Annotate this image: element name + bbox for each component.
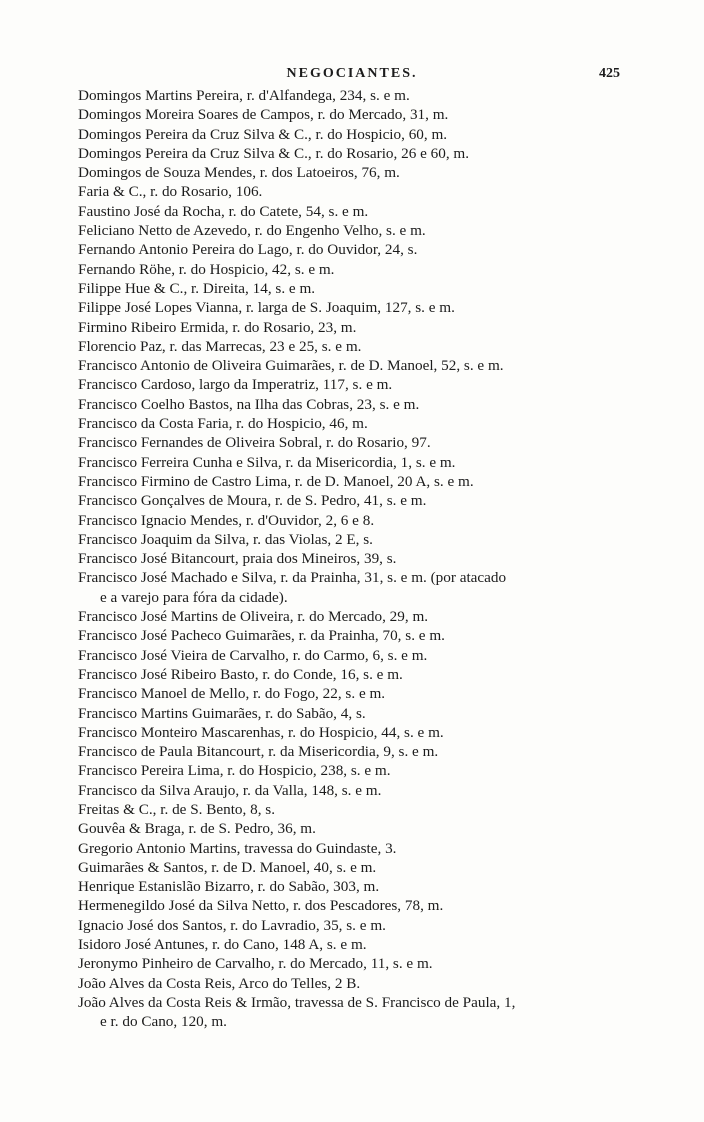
entry-text: Filippe José Lopes Vianna, r. larga de S. Joaquim, 127, s. e m. (78, 299, 455, 317)
merchant-entry (78, 511, 678, 530)
merchant-entry (78, 86, 678, 105)
entry-text: Isidoro José Antunes, r. do Cano, 148 A, s. e m. (78, 936, 367, 954)
entry-text: Francisco Monteiro Mascarenhas, r. do Hospicio, 44, s. e m. (78, 723, 444, 741)
merchant-entry (78, 144, 678, 163)
entry-text: Gouvêa & Braga, r. de S. Pedro, 36, m. (78, 820, 316, 838)
merchant-entry (78, 839, 678, 858)
entry-text: Guimarães & Santos, r. de D. Manoel, 40, s. e m. (78, 858, 377, 876)
entry-text: Francisco José Pacheco Guimarães, r. da Prainha, 70, s. e m. (78, 627, 445, 645)
entry-text: Francisco José Bitancourt, praia dos Mineiros, 39, s. (78, 550, 397, 568)
entry-text: Francisco José Vieira de Carvalho, r. do Carmo, 6, s. e m. (78, 646, 428, 664)
merchant-entry (78, 993, 678, 1032)
merchant-entry (78, 916, 678, 935)
entry-text: Francisco Coelho Bastos, na Ilha das Cobras, 23, s. e m. (78, 395, 420, 413)
entry-text: Hermenegildo José da Silva Netto, r. dos Pescadores, 78, m. (78, 897, 444, 915)
entry-text: Faria & C., r. do Rosario, 106. (78, 183, 263, 201)
page-number: 425 (599, 66, 620, 81)
entry-text: Domingos Martins Pereira, r. d'Alfandega, 234, s. e m. (78, 87, 410, 104)
merchant-entry (78, 819, 678, 838)
merchant-entry (78, 356, 678, 375)
entry-text: Francisco da Costa Faria, r. do Hospicio, 46, m. (78, 415, 368, 433)
merchant-entry (78, 375, 678, 394)
merchant-entry (78, 626, 678, 645)
merchant-entry (78, 665, 678, 684)
entry-text: Francisco Ignacio Mendes, r. d'Ouvidor, 2, 6 e 8. (78, 511, 375, 529)
merchant-entry (78, 877, 678, 896)
entry-text: Francisco Firmino de Castro Lima, r. de D. Manoel, 20 A, s. e m. (78, 472, 474, 490)
merchant-entry (78, 202, 678, 221)
merchant-entry (78, 607, 678, 626)
entry-text: Francisco Antonio de Oliveira Guimarães, r. de D. Manoel, 52, s. e m. (78, 357, 504, 375)
merchant-entry (78, 395, 678, 414)
entry-text: Francisco Fernandes de Oliveira Sobral, r. do Rosario, 97. (78, 434, 431, 452)
merchant-entry (78, 761, 678, 780)
entry-text: Domingos de Souza Mendes, r. dos Latoeiros, 76, m. (78, 164, 400, 182)
merchant-entry (78, 221, 678, 240)
merchant-entry (78, 240, 678, 259)
entry-text: Francisco Joaquim da Silva, r. das Violas, 2 E, s. (78, 530, 373, 548)
entry-text: Domingos Moreira Soares de Campos, r. do Mercado, 31, m. (78, 106, 449, 124)
merchant-entry (78, 105, 678, 124)
merchant-entry (78, 723, 678, 742)
merchant-entry (78, 704, 678, 723)
merchant-entry (78, 298, 678, 317)
entry-text: Francisco Ferreira Cunha e Silva, r. da Misericordia, 1, s. e m. (78, 453, 456, 471)
merchant-entry (78, 935, 678, 954)
entry-text: Freitas & C., r. de S. Bento, 8, s. (78, 800, 276, 818)
entry-text: Fernando Röhe, r. do Hospicio, 42, s. e m. (78, 260, 335, 278)
merchant-list (78, 86, 678, 1032)
merchant-entry (78, 163, 678, 182)
merchant-entry (78, 646, 678, 665)
merchant-entry (78, 742, 678, 761)
page-header (0, 66, 704, 88)
entry-continuation: e r. do Cano, 120, m. (100, 1013, 227, 1031)
merchant-entry (78, 684, 678, 703)
merchant-entry (78, 279, 678, 298)
entry-text: Domingos Pereira da Cruz Silva & C., r. do Rosario, 26 e 60, m. (78, 144, 470, 162)
entry-text: Francisco da Silva Araujo, r. da Valla, 148, s. e m. (78, 781, 382, 799)
merchant-entry (78, 182, 678, 201)
entry-text: Francisco Pereira Lima, r. do Hospicio, 238, s. e m. (78, 762, 391, 780)
merchant-entry (78, 530, 678, 549)
merchant-entry (78, 800, 678, 819)
entry-text: Francisco Manoel de Mello, r. do Fogo, 22, s. e m. (78, 685, 386, 703)
entry-text: Francisco Gonçalves de Moura, r. de S. Pedro, 41, s. e m. (78, 492, 427, 510)
entry-text: Feliciano Netto de Azevedo, r. do Engenho Velho, s. e m. (78, 222, 426, 240)
merchant-entry (78, 549, 678, 568)
merchant-entry (78, 568, 678, 607)
entry-text: Francisco José Machado e Silva, r. da Prainha, 31, s. e m. (por atacado (78, 569, 507, 587)
entry-text: Faustino José da Rocha, r. do Catete, 54, s. e m. (78, 202, 369, 220)
merchant-entry (78, 858, 678, 877)
merchant-entry (78, 260, 678, 279)
entry-text: Francisco Martins Guimarães, r. do Sabão, 4, s. (78, 704, 366, 722)
entry-text: Filippe Hue & C., r. Direita, 14, s. e m. (78, 279, 316, 297)
merchant-entry (78, 954, 678, 973)
merchant-entry (78, 318, 678, 337)
merchant-entry (78, 974, 678, 993)
entry-text: Gregorio Antonio Martins, travessa do Guindaste, 3. (78, 839, 397, 857)
entry-text: Firmino Ribeiro Ermida, r. do Rosario, 23, m. (78, 318, 357, 336)
merchant-entry (78, 896, 678, 915)
entry-text: Jeronymo Pinheiro de Carvalho, r. do Mercado, 11, s. e m. (78, 955, 433, 973)
entry-text: Francisco Cardoso, largo da Imperatriz, 117, s. e m. (78, 376, 393, 394)
entry-text: Domingos Pereira da Cruz Silva & C., r. do Hospicio, 60, m. (78, 125, 448, 143)
merchant-entry (78, 472, 678, 491)
entry-text: Francisco José Ribeiro Basto, r. do Conde, 16, s. e m. (78, 665, 403, 683)
entry-text: Ignacio José dos Santos, r. do Lavradio, 35, s. e m. (78, 916, 386, 934)
entry-text: João Alves da Costa Reis & Irmão, travessa de S. Francisco de Paula, 1, (78, 993, 516, 1011)
entry-text: João Alves da Costa Reis, Arco do Telles, 2 B. (78, 974, 361, 992)
merchant-entry (78, 125, 678, 144)
merchant-entry (78, 414, 678, 433)
entry-text: Florencio Paz, r. das Marrecas, 23 e 25, s. e m. (78, 337, 362, 355)
running-title: NEGOCIANTES. (286, 66, 418, 81)
merchant-entry (78, 491, 678, 510)
entry-text: Francisco de Paula Bitancourt, r. da Misericordia, 9, s. e m. (78, 743, 439, 761)
entry-text: Fernando Antonio Pereira do Lago, r. do Ouvidor, 24, s. (78, 241, 418, 259)
merchant-entry (78, 337, 678, 356)
merchant-entry (78, 433, 678, 452)
entry-text: Francisco José Martins de Oliveira, r. do Mercado, 29, m. (78, 608, 429, 626)
entry-continuation: e a varejo para fóra da cidade). (100, 588, 288, 606)
merchant-entry (78, 453, 678, 472)
merchant-entry (78, 781, 678, 800)
entry-text: Henrique Estanislão Bizarro, r. do Sabão, 303, m. (78, 878, 380, 896)
